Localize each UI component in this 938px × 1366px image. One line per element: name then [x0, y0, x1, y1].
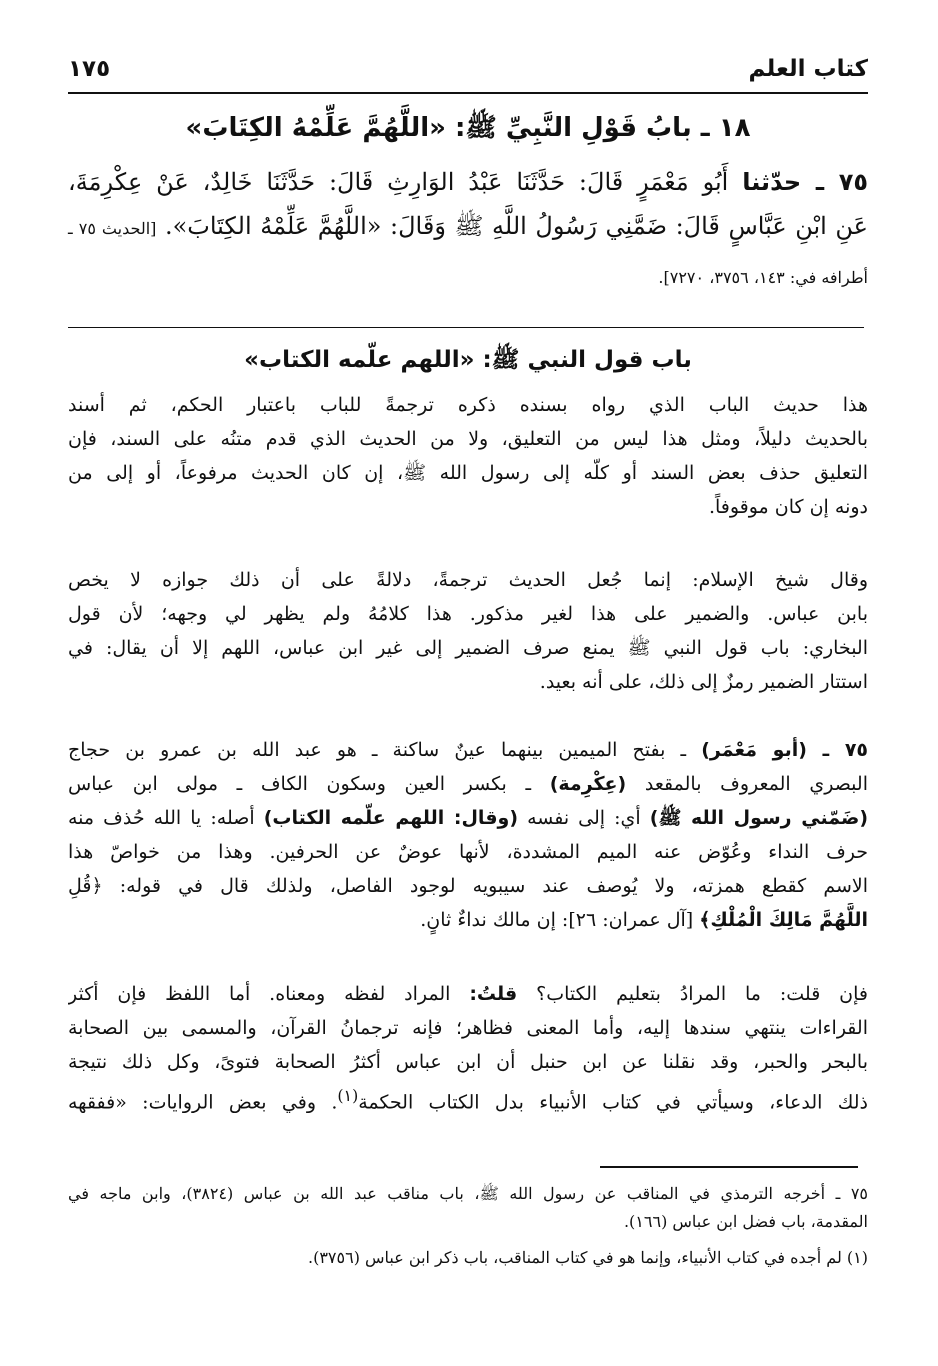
- text-span: ذلك الدعاء، وسيأتي في كتاب الأنبياء بدل الكتاب الحكمة: [358, 1091, 868, 1113]
- footnote-line: (١) لم أجده في كتاب الأنبياء، وإنما هو في كتاب المناقب، باب ذكر ابن عباس (٣٧٥٦).: [307, 1248, 868, 1267]
- page-number: ١٧٥: [68, 56, 111, 82]
- text-line: وقال شيخ الإسلام: إنما جُعل الحديث ترجمةً، دلالةً على أن ذلك جوازه لا يخص: [68, 569, 868, 591]
- commentary-paragraph-2: [68, 563, 868, 699]
- footnote-line: ٧٥ ـ أخرجه الترمذي في المناقب عن رسول الله ﷺ، باب مناقب عبد الله بن عباس (٣٨٢٤)، وابن ماجه في: [68, 1184, 868, 1203]
- quoted-phrase: (ضَمّني رسول الله ﷺ): [649, 807, 868, 829]
- text-line: القراءات ينتهي سندها إليه، وأما المعنى فظاهر؛ فإنه ترجمانُ القرآن، والمسمى بين الصحابة: [68, 1017, 868, 1039]
- text-line: [68, 767, 868, 801]
- text-line: [68, 977, 868, 1011]
- text-line: دونه إن كان موقوفاً.: [708, 496, 868, 518]
- text-line: بابن عباس. والضمير على هذا لغير مذكور. هذا كلامُهُ ولم يظهر لي وجهه؛ لأن قول: [68, 603, 868, 625]
- hadith-number: ٧٥ ـ حدّثنا: [742, 168, 868, 196]
- text-span: المراد لفظه ومعناه. أما اللفظ فإن أكثر: [68, 983, 470, 1005]
- answer-label: قلتُ:: [469, 983, 518, 1005]
- hadith-number-label: ٧٥ ـ (أبو مَعْمَر): [701, 739, 868, 761]
- text-span: ـ بكسر العين وسكون الكاف ـ مولى ابن عباس: [68, 773, 550, 795]
- narrator-name: (عِكْرِمة): [549, 773, 627, 795]
- text-line: [68, 903, 868, 937]
- commentary-paragraph-4: [68, 977, 868, 1113]
- footnote-line: المقدمة، باب فضل ابن عباس (١٦٦).: [623, 1212, 868, 1231]
- hadith-reference: [الحديث ٧٥ ـ: [68, 219, 157, 238]
- commentary-paragraph-3: [68, 733, 868, 937]
- hadith-line: [68, 160, 868, 204]
- text-line: [68, 801, 868, 835]
- hadith-chain: أَبُو مَعْمَرٍ قَالَ: حَدَّثَنَا عَبْدُ الوَارِثِ قَالَ: حَدَّثَنَا خَالِدٌ، عَنْ عِكْرِمَةَ،: [68, 168, 743, 196]
- quran-quote: اللَّهُمَّ مَالِكَ الْمُلْكِ﴾: [699, 909, 868, 931]
- text-line: حرف النداء وعُوّض عنه الميم المشددة، لأنها عوضٌ عن الحرفين. وهذا من خواصّ هذا: [68, 841, 868, 863]
- commentary-paragraph-1: [68, 388, 868, 524]
- text-span: أصله: يا الله حُذف منه: [68, 807, 264, 829]
- book-title: كتاب العلم: [748, 56, 868, 82]
- hadith-line: [68, 204, 868, 251]
- text-line: استتار الضمير رمزٌ إلى ذلك، على أنه بعيد.: [539, 671, 868, 693]
- section-divider: [68, 327, 864, 328]
- quran-reference: [آل عمران: ٢٦]: [568, 909, 700, 931]
- text-line: الاسم كقطع همزته، ولا يُوصف عند سيبويه لوجود الفاصل، ولذلك قال في قوله: ﴿قُلِ: [68, 875, 868, 897]
- chapter-title: ١٨ ـ بابُ قَوْلِ النَّبِيِّ ﷺ: «اللَّهُمَّ عَلِّمْهُ الكِتَابَ»: [185, 113, 751, 143]
- text-line: التعليق حذف بعض السند أو كلّه إلى رسول الله ﷺ، إن كان الحديث مرفوعاً، أو إلى من: [68, 462, 868, 484]
- footnote-separator: [600, 1166, 858, 1168]
- footnotes: [68, 1180, 868, 1272]
- text-line: هذا حديث الباب الذي رواه بسنده ذكره ترجمةً للباب باعتبار الحكم، ثم أسند: [68, 394, 868, 416]
- text-span: أي: إلى نفسه: [518, 807, 650, 829]
- running-head: [68, 48, 868, 94]
- text-span: : إن مالك نداءٌ ثانٍ.: [420, 909, 569, 931]
- footnote-gap: [68, 1236, 868, 1244]
- hadith-cross-references: أطرافه في: ١٤٣، ٣٧٥٦، ٧٢٧٠].: [658, 268, 868, 287]
- text-line: [68, 733, 868, 767]
- text-line: بالبحر والحبر، وقد نقلنا عن ابن حنبل أن ابن عباس أكثرُ الصحابة فتوىً، وكل ذلك نتيجة: [68, 1051, 868, 1073]
- text-span: البصري المعروف بالمقعد: [626, 773, 868, 795]
- text-span: ـ بفتح الميمين بينهما عينٌ ساكنة ـ هو عبد الله بن عمرو بن حجاج: [68, 739, 702, 761]
- quoted-phrase: (وقال: اللهم علّمه الكتاب): [263, 807, 519, 829]
- footnote-marker: (١): [337, 1086, 359, 1105]
- text-line: البخاري: باب قول النبي ﷺ يمنع صرف الضمير إلى غير ابن عباس، اللهم إلا أن يقال: في: [68, 637, 868, 659]
- commentary-section-title: باب قول النبي ﷺ: «اللهم علّمه الكتاب»: [244, 347, 692, 373]
- hadith-text: [68, 160, 868, 297]
- text-span: . وفي بعض الروايات: «ففقهه: [68, 1091, 338, 1113]
- text-line: بالحديث دليلاً، ومثل هذا ليس من التعليق، ولا من الحديث الذي قدم متنُه على السند، فإن: [68, 428, 868, 450]
- hadith-matn: عَنِ ابْنِ عَبَّاسٍ قَالَ: ضَمَّنِي رَسُولُ اللَّهِ ﷺ وَقَالَ: «اللَّهُمَّ عَلِّمْهُ الكِتَابَ».: [156, 212, 868, 240]
- text-line: [68, 1079, 868, 1113]
- text-span: فإن قلت: ما المرادُ بتعليم الكتاب؟: [517, 983, 868, 1005]
